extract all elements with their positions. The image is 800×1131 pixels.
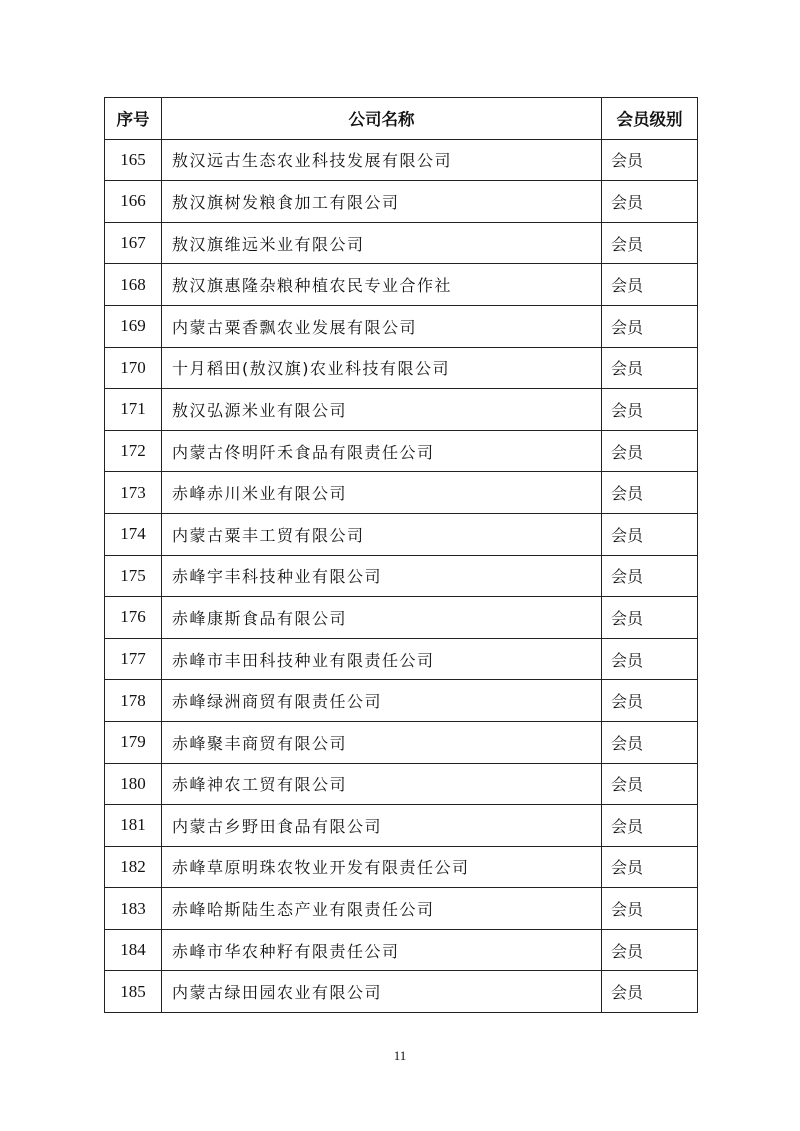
company-name-cell: 内蒙古粟香飘农业发展有限公司 [162,305,602,347]
serial-number-cell: 184 [105,929,162,971]
page-number: 11 [393,1048,407,1063]
table-row [105,888,698,930]
table-row [105,929,698,971]
serial-number-cell: 180 [105,763,162,805]
member-level-cell: 会员 [602,305,698,347]
serial-number-cell: 174 [105,513,162,555]
member-level-cell: 会员 [602,929,698,971]
serial-number-cell: 171 [105,389,162,431]
table-row [105,139,698,181]
company-name-cell: 敖汉旗树发粮食加工有限公司 [162,181,602,223]
table-row [105,430,698,472]
table-row [105,805,698,847]
serial-number-cell: 179 [105,721,162,763]
table-row [105,846,698,888]
table-row [105,181,698,223]
member-level-cell: 会员 [602,347,698,389]
company-name-cell: 赤峰赤川米业有限公司 [162,472,602,514]
company-name-cell: 赤峰草原明珠农牧业开发有限责任公司 [162,846,602,888]
serial-number-cell: 176 [105,597,162,639]
table-row [105,222,698,264]
table-row [105,638,698,680]
table-row [105,305,698,347]
member-level-cell: 会员 [602,805,698,847]
serial-number-cell: 185 [105,971,162,1013]
serial-number-cell: 170 [105,347,162,389]
table-row [105,971,698,1013]
member-level-cell: 会员 [602,139,698,181]
serial-number-cell: 175 [105,555,162,597]
company-name-cell: 赤峰绿洲商贸有限责任公司 [162,680,602,722]
company-name-cell: 敖汉远古生态农业科技发展有限公司 [162,139,602,181]
company-name-cell: 十月稻田(敖汉旗)农业科技有限公司 [162,347,602,389]
member-level-cell: 会员 [602,222,698,264]
member-level-cell: 会员 [602,721,698,763]
table-row [105,721,698,763]
member-level-cell: 会员 [602,846,698,888]
member-level-cell: 会员 [602,971,698,1013]
serial-number-cell: 182 [105,846,162,888]
member-level-cell: 会员 [602,430,698,472]
company-name-cell: 内蒙古粟丰工贸有限公司 [162,513,602,555]
serial-number-cell: 173 [105,472,162,514]
serial-number-cell: 166 [105,181,162,223]
member-level-cell: 会员 [602,888,698,930]
table-header-row [105,98,698,140]
serial-number-cell: 183 [105,888,162,930]
serial-number-cell: 169 [105,305,162,347]
member-level-cell: 会员 [602,680,698,722]
table-row [105,264,698,306]
serial-number-cell: 172 [105,430,162,472]
member-level-cell: 会员 [602,264,698,306]
table-row [105,763,698,805]
company-name-cell: 赤峰宇丰科技种业有限公司 [162,555,602,597]
serial-number-cell: 181 [105,805,162,847]
serial-number-cell: 177 [105,638,162,680]
company-name-cell: 赤峰聚丰商贸有限公司 [162,721,602,763]
member-level-cell: 会员 [602,181,698,223]
company-name-cell: 赤峰神农工贸有限公司 [162,763,602,805]
member-level-cell: 会员 [602,389,698,431]
member-level-cell: 会员 [602,555,698,597]
serial-number-cell: 168 [105,264,162,306]
table-row [105,347,698,389]
serial-number-cell: 165 [105,139,162,181]
member-table [104,97,698,1013]
company-name-cell: 内蒙古绿田园农业有限公司 [162,971,602,1013]
table-row [105,680,698,722]
table-row [105,513,698,555]
table-row [105,472,698,514]
company-name-cell: 赤峰哈斯陆生态产业有限责任公司 [162,888,602,930]
company-name-cell: 内蒙古佟明阡禾食品有限责任公司 [162,430,602,472]
company-name-cell: 赤峰康斯食品有限公司 [162,597,602,639]
member-level-cell: 会员 [602,638,698,680]
header-member-level: 会员级别 [602,98,698,140]
company-name-cell: 敖汉旗维远米业有限公司 [162,222,602,264]
header-company-name: 公司名称 [162,98,602,140]
table-body [105,139,698,1012]
serial-number-cell: 167 [105,222,162,264]
company-name-cell: 敖汉弘源米业有限公司 [162,389,602,431]
company-name-cell: 赤峰市丰田科技种业有限责任公司 [162,638,602,680]
member-level-cell: 会员 [602,763,698,805]
serial-number-cell: 178 [105,680,162,722]
header-serial-number: 序号 [105,98,162,140]
company-name-cell: 敖汉旗惠隆杂粮种植农民专业合作社 [162,264,602,306]
member-level-cell: 会员 [602,513,698,555]
member-level-cell: 会员 [602,597,698,639]
table-row [105,555,698,597]
member-level-cell: 会员 [602,472,698,514]
table-row [105,597,698,639]
company-name-cell: 赤峰市华农种籽有限责任公司 [162,929,602,971]
table-row [105,389,698,431]
company-name-cell: 内蒙古乡野田食品有限公司 [162,805,602,847]
